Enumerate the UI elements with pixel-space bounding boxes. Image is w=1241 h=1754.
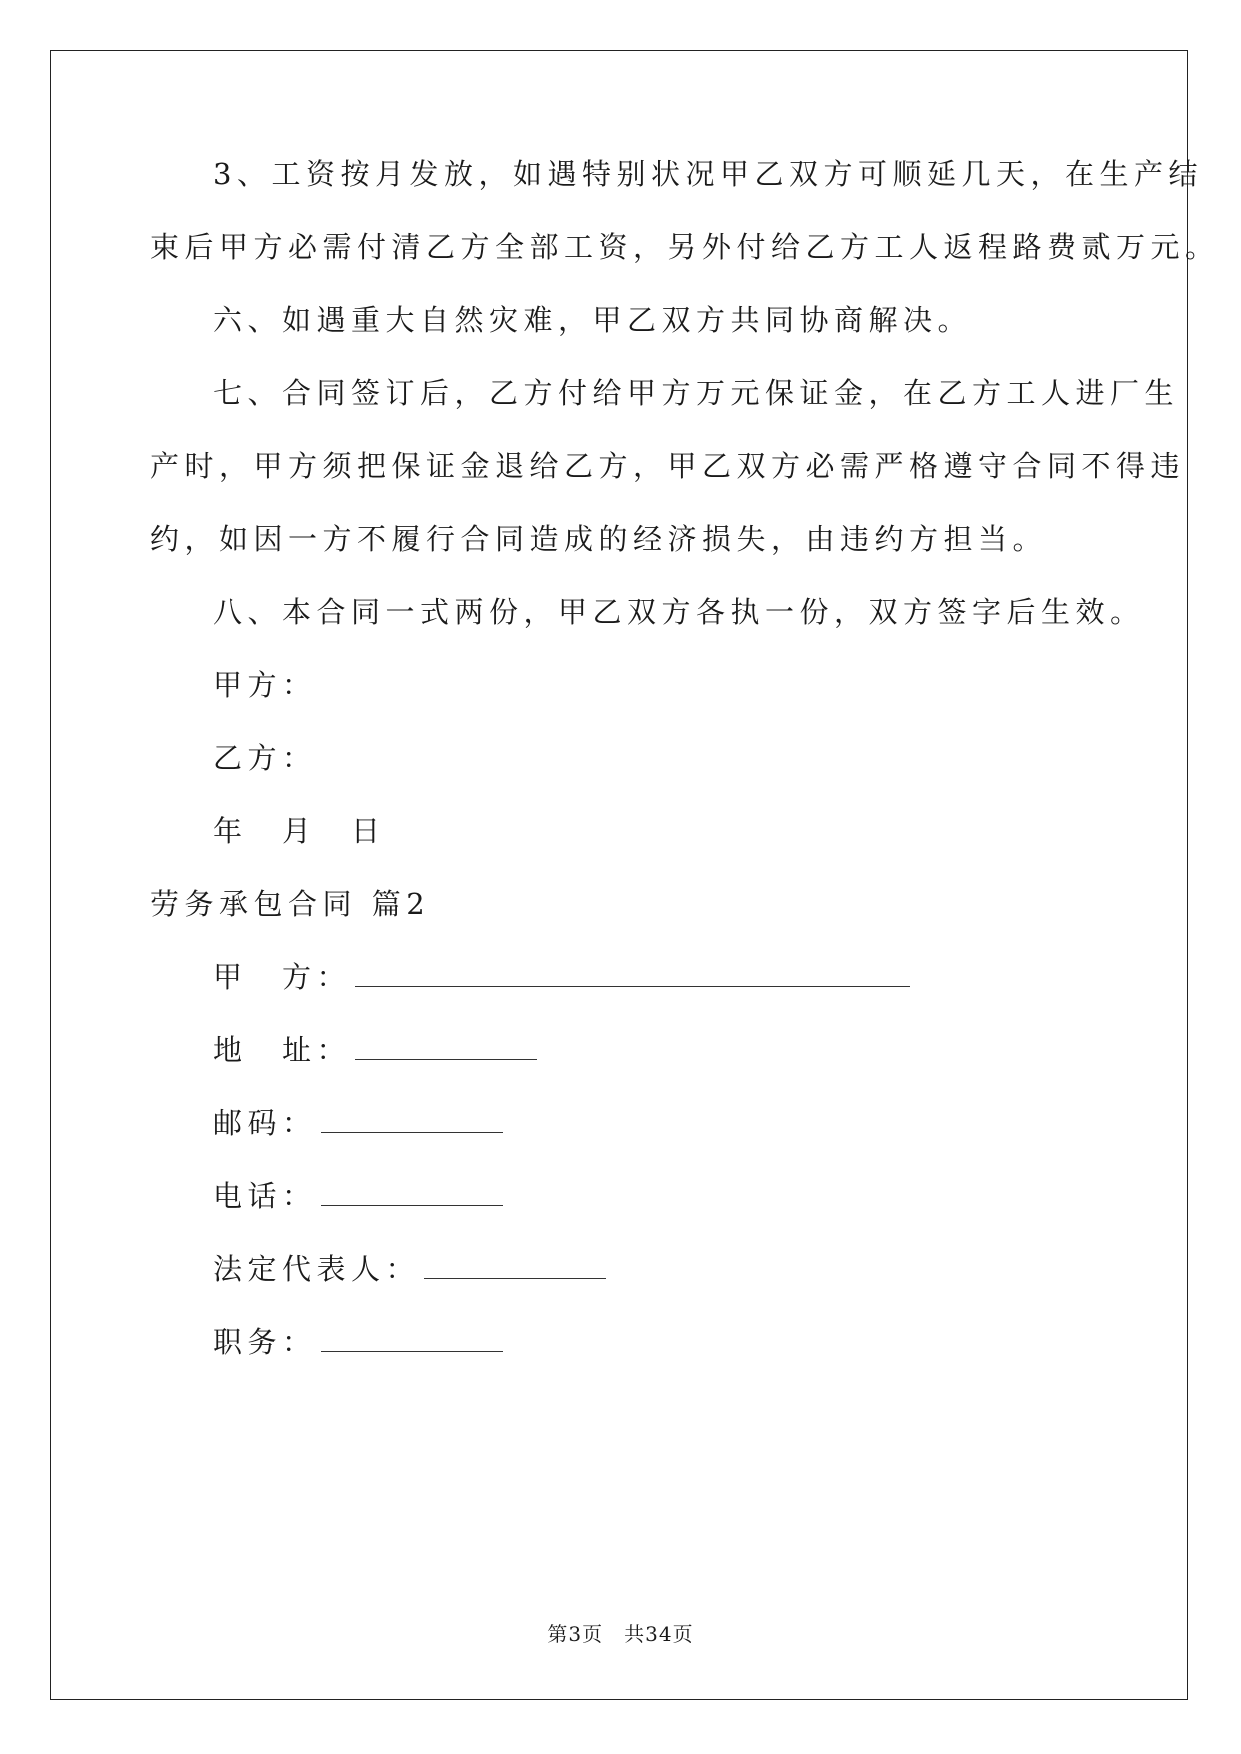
paragraph-line: 七、合同签订后，乙方付给甲方万元保证金，在乙方工人进厂生 (213, 376, 1180, 410)
field-blank (321, 1325, 503, 1352)
paragraph-line: 产时，甲方须把保证金退给乙方，甲乙双方必需严格遵守合同不得违 (150, 449, 1186, 483)
paragraph-line: 约，如因一方不履行合同造成的经济损失，由违约方担当。 (150, 522, 1048, 556)
field-blank (355, 960, 910, 987)
paragraph-line: 3、工资按月发放，如遇特别状况甲乙双方可顺延几天，在生产结 (213, 157, 1203, 191)
field-label: 职务： (213, 1325, 317, 1359)
field-label: 甲 方： (213, 960, 352, 994)
paragraph-line: 束后甲方必需付清乙方全部工资，另外付给乙方工人返程路费贰万元。 (150, 230, 1220, 264)
field-blank (355, 1033, 537, 1060)
field-phone (213, 1176, 503, 1216)
field-label: 电话： (213, 1179, 317, 1213)
page-border (50, 50, 1188, 1700)
field-blank (321, 1106, 503, 1133)
field-label: 地 址： (213, 1033, 352, 1067)
paragraph-line: 八、本合同一式两份，甲乙双方各执一份，双方签字后生效。 (213, 595, 1145, 629)
signature-party-a: 甲方： (213, 668, 317, 702)
paragraph-line: 六、如遇重大自然灾难，甲乙双方共同协商解决。 (213, 303, 973, 337)
field-label: 邮码： (213, 1106, 317, 1140)
signature-date: 年 月 日 (213, 814, 386, 848)
field-address (213, 1030, 537, 1070)
field-label: 法定代表人： (213, 1252, 421, 1286)
field-legal-rep (213, 1249, 606, 1289)
signature-party-b: 乙方： (213, 741, 317, 775)
field-blank (321, 1179, 503, 1206)
field-blank (424, 1252, 606, 1279)
field-party-a (213, 957, 910, 997)
section-title: 劳务承包合同 篇2 (150, 887, 431, 921)
field-postcode (213, 1103, 503, 1143)
page-number-footer: 第3页 共34页 (547, 1622, 694, 1646)
field-position (213, 1322, 503, 1362)
